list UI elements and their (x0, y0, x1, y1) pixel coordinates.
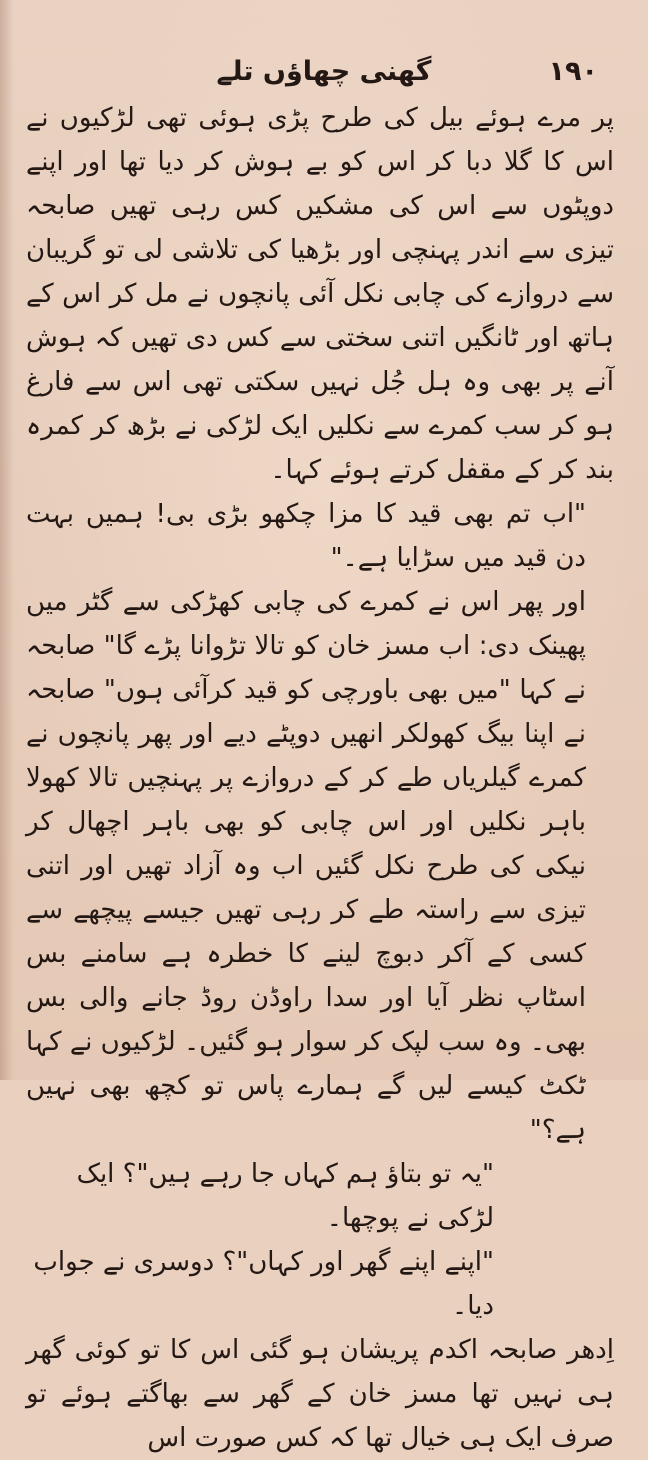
dialogue-line-question: "یہ تو بتاؤ ہم کہاں جا رہے ہیں"؟ ایک لڑکی نے پوچھا۔ (76, 1159, 494, 1233)
body-text (26, 96, 614, 1460)
page-number: ۱۹۰ (548, 56, 598, 87)
paragraph-closing: اِدھر صابحہ اکدم پریشان ہو گئی اس کا تو کوئی گھر ہی نہیں تھا مسز خان کے گھر سے بھاگتے ہوئے تو صرف ایک ہی خیال تھا کہ کس صورت اس (26, 1335, 614, 1453)
running-title: گھنی چھاؤں تلے (216, 56, 432, 87)
paragraph-quote: "اب تم بھی قید کا مزا چکھو بڑی بی! ہمیں بہت دن قید میں سڑایا ہے۔" (26, 499, 586, 573)
paragraph-opening: پر مرے ہوئے بیل کی طرح پڑی ہوئی تھی لڑکیوں نے اس کا گلا دبا کر اس کو بے ہوش کر دیا تھا اور اپنے دوپٹوں سے اس کی مشکیں کس رہی تھیں صابحہ تیزی سے اندر پہنچی اور بڑھیا کی تلاشی لی تو گریبان سے دروازے کی چابی نکل آئی پانچوں نے مل کر اس کے ہاتھ اور ٹانگیں اتنی سختی سے کس دی تھیں کہ ہوش آنے پر بھی وہ ہل جُل نہیں سکتی تھی اس سے فارغ ہو کر سب کمرے سے نکلیں ایک لڑکی نے بڑھ کر کمرہ بند کر کے مقفل کرتے ہوئے کہا۔ (26, 103, 614, 485)
paragraph-escape: اور پھر اس نے کمرے کی چابی کھڑکی سے گٹر میں پھینک دی: اب مسز خان کو تالا تڑوانا پڑے گا" صابحہ نے کہا "میں بھی باورچی کو قید کرآئی ہوں" صابحہ نے اپنا بیگ کھولکر انھیں دوپٹے دیے اور پھر پانچوں نے کمرے گیلریاں طے کر کے دروازے پر پہنچیں تالا کھولا باہر نکلیں اور اس چابی کو بھی باہر اچھال کر نیکی کی طرح نکل گئیں اب وہ آزاد تھیں اور اتنی تیزی سے راستہ طے کر رہی تھیں جیسے پیچھے سے کسی کے آکر دبوچ لینے کا خطرہ ہے سامنے بس اسٹاپ نظر آیا اور سدا راوڈن روڈ جانے والی بس بھی۔ وہ سب لپک کر سوار ہو گئیں۔ لڑکیوں نے کہا ٹکٹ کیسے لیں گے ہمارے پاس تو کچھ بھی نہیں ہے؟" (26, 587, 586, 1145)
page-header (30, 56, 618, 96)
dialogue-line-answer: "اپنے اپنے گھر اور کہاں"؟ دوسری نے جواب دیا۔ (33, 1247, 494, 1321)
